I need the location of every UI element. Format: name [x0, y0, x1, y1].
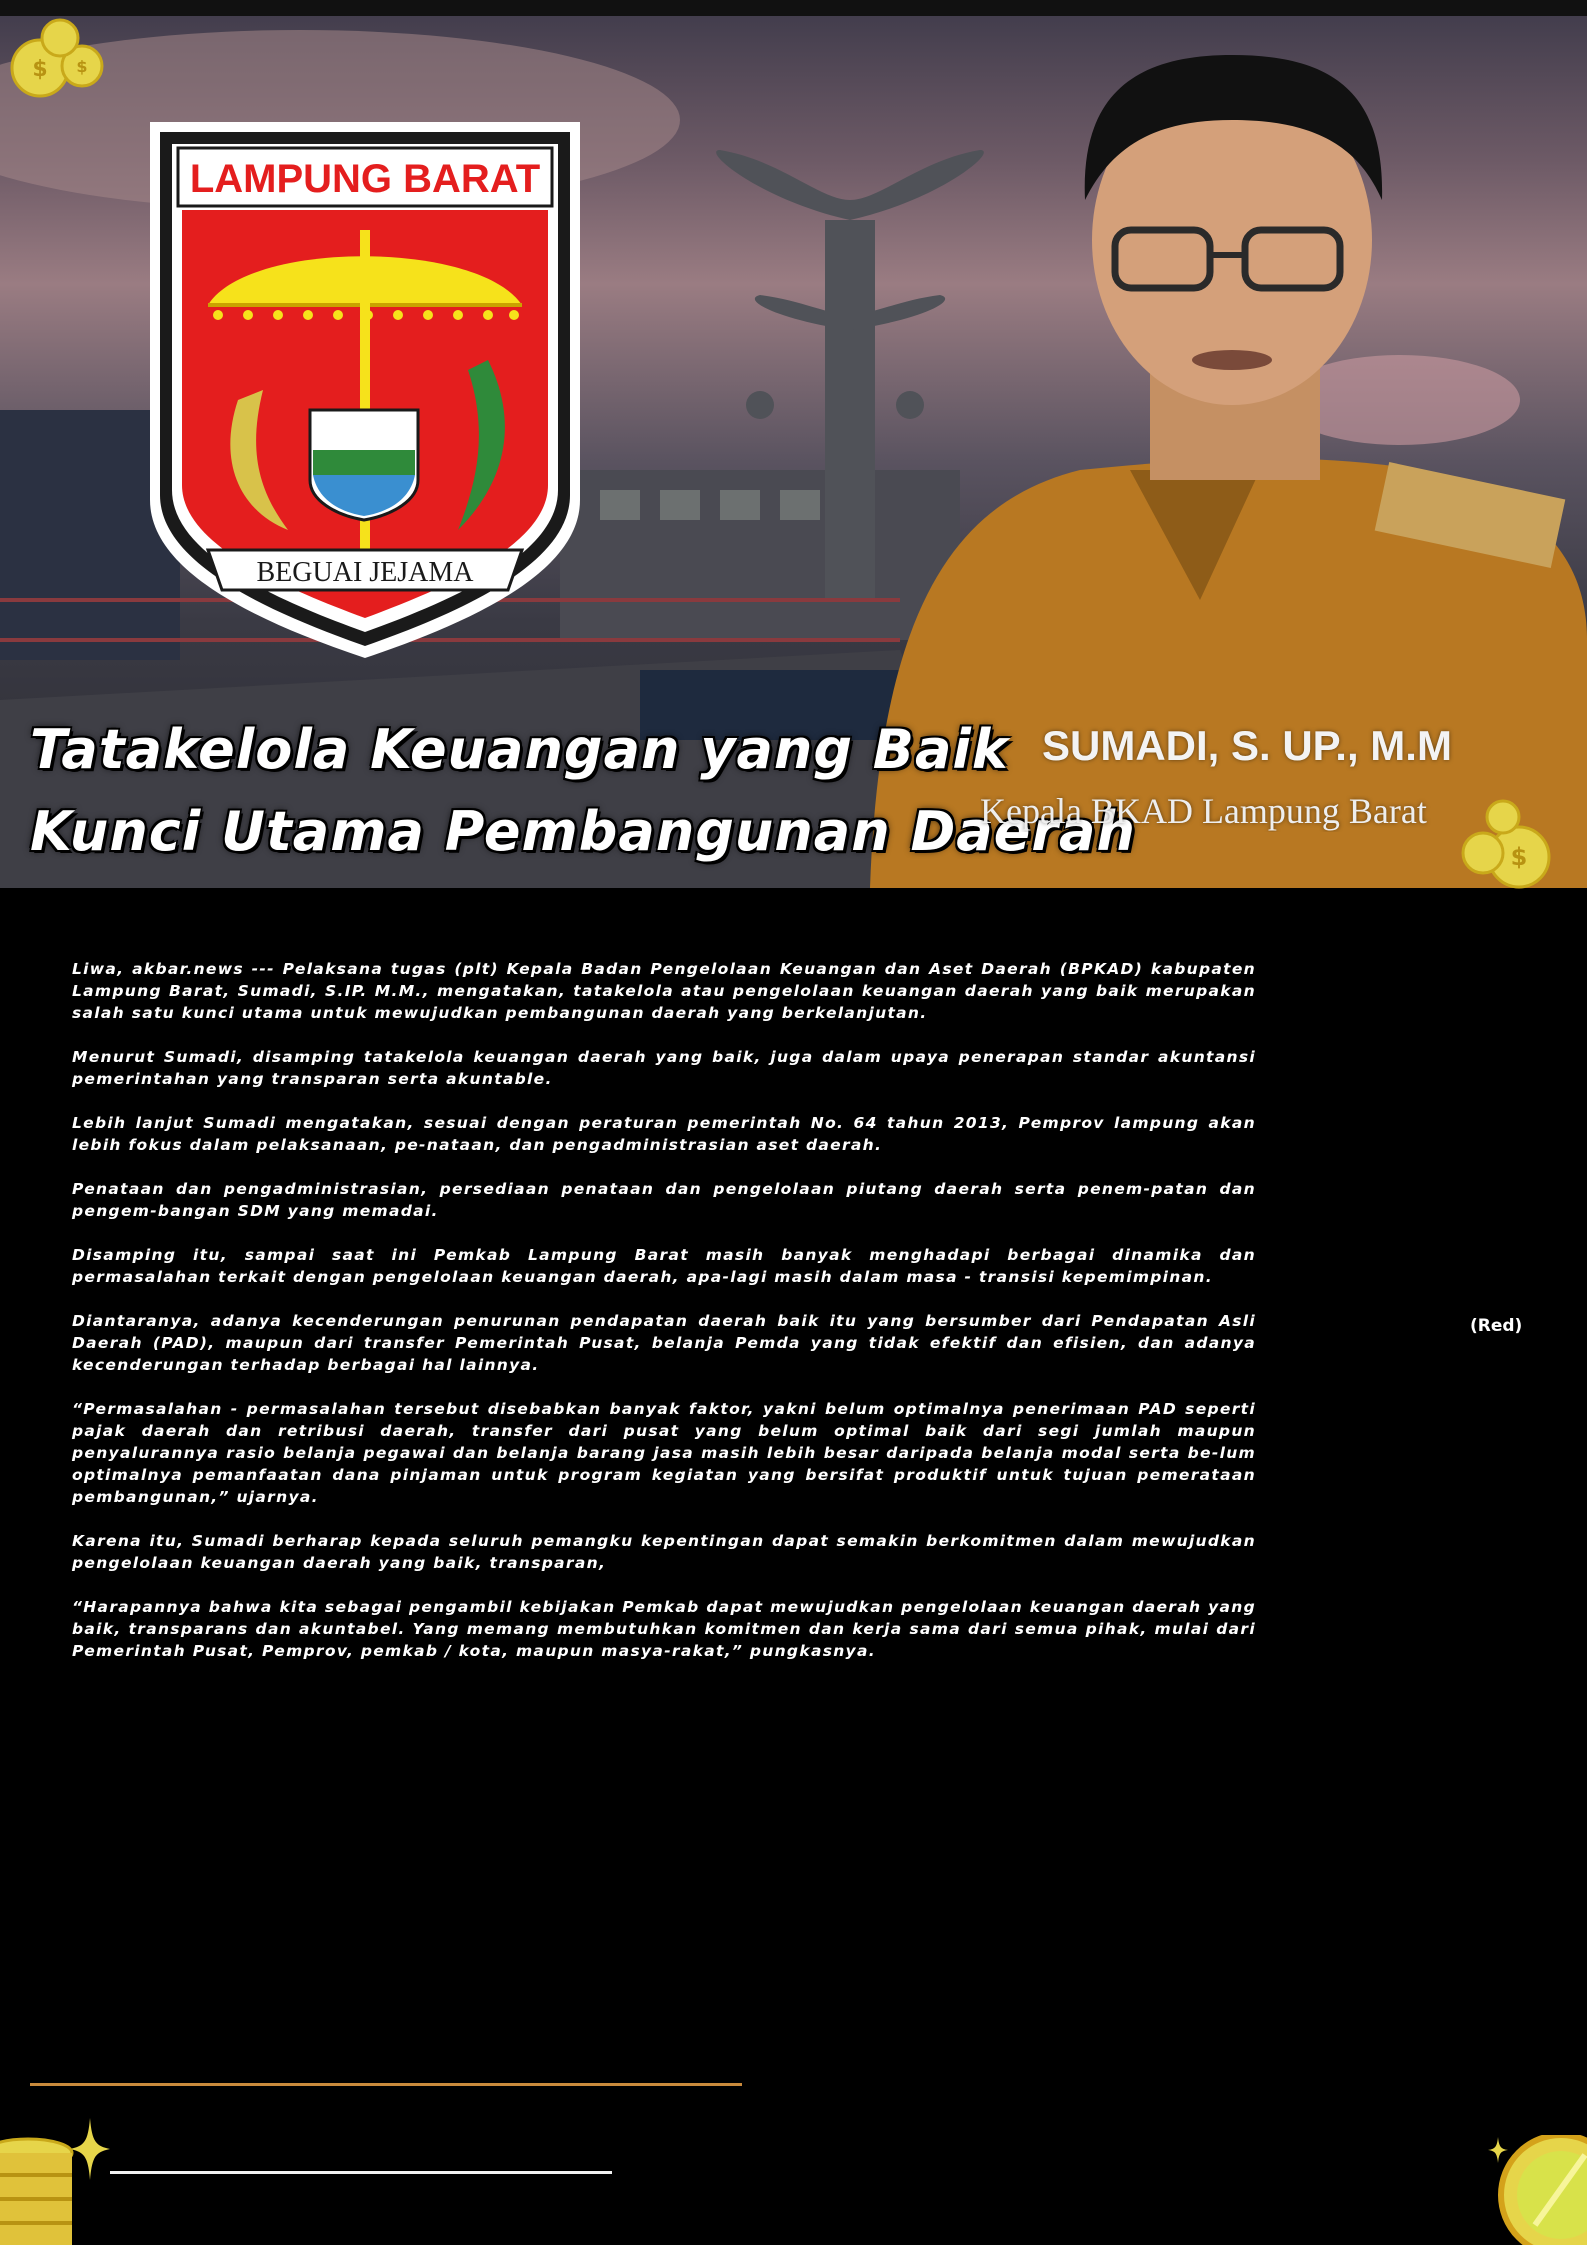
article-paragraph: Penataan dan pengadministrasian, persediaan penataan dan pengelolaan piutang daerah serta penem-patan dan pengem-bangan SDM yang memadai. — [72, 1180, 1256, 1220]
logo-motto: BEGUAI JEJAMA — [256, 557, 474, 588]
coin-stack-icon — [0, 2135, 74, 2245]
sparkle-icon — [70, 2118, 110, 2180]
svg-text:$: $ — [32, 57, 48, 82]
coin-icon — [1495, 2135, 1587, 2245]
article-paragraph: Karena itu, Sumadi berharap kepada seluruh pemangku kepentingan dapat semakin berkomitmen dalam mewujudkan pengelolaan keuangan daerah yang baik, transparan, — [72, 1532, 1256, 1572]
article-paragraph: Liwa, akbar.news --- Pelaksana tugas (plt) Kepala Badan Pengelolaan Keuangan dan Aset Daerah (BPKAD) kabupaten Lampung Barat, Sumadi, S.IP. M.M., mengatakan, tatakelola atau pengelolaan keuangan daerah yang baik merupakan salah satu kunci utama untuk mewujudkan pembangunan daerah yang berkelanjutan. — [72, 960, 1256, 1022]
article-paragraph: “Permasalahan - permasalahan tersebut disebabkan banyak faktor, yakni belum optimalnya penerimaan PAD seperti pajak daerah dan retribusi daerah, transfer dari pusat yang belum optimal baik dari segi jumlah maupun penyalurannya rasio belanja pegawai dan belanja barang jasa masih lebih besar daripada belanja modal serta be-lum optimalnya pemanfaatan dana pinjaman untuk program kegiatan yang bersifat produktif untuk tujuan pemerataan pembangunan,” ujarnya. — [72, 1400, 1256, 1506]
divider-line — [30, 2083, 742, 2086]
headline-line-2: Kunci Utama Pembangunan Daerah — [30, 800, 1136, 863]
article-paragraph: Menurut Sumadi, disamping tatakelola keuangan daerah yang baik, juga dalam upaya penerapan standar akuntansi pemerintahan yang transparan serta akuntable. — [72, 1048, 1256, 1088]
author-tag: (Red) — [1470, 1316, 1523, 1336]
article-paragraph: Disamping itu, sampai saat ini Pemkab Lampung Barat masih banyak menghadapi berbagai dinamika dan permasalahan terkait dengan pengelolaan keuangan daerah, apa-lagi masih dalam masa - transisi kepemimpinan. — [72, 1246, 1256, 1286]
svg-text:$: $ — [76, 57, 88, 76]
article-paragraph: Diantaranya, adanya kecenderungan penurunan pendapatan daerah baik itu yang bersumber dari Pendapatan Asli Daerah (PAD), maupun dari transfer Pemerintah Pusat, belanja Pemda yang tidak efektif dan efisien, dan adanya kecenderungan terhadap berbagai hal lainnya. — [72, 1312, 1256, 1374]
headline-line-1: Tatakelola Keuangan yang Baik — [30, 718, 1009, 781]
hero-banner — [0, 0, 1587, 888]
article-body — [72, 958, 1256, 1684]
lampung-barat-logo — [148, 120, 582, 660]
article-paragraph: “Harapannya bahwa kita sebagai pengambil kebijakan Pemkab dapat mewujudkan pengelolaan keuangan daerah yang baik, transparans dan akuntabel. Yang memang membutuhkan komitmen dan kerja sama dari semua pihak, mulai dari Pemerintah Pusat, Pemprov, pemkab / kota, maupun masya-rakat,” pungkasnya. — [72, 1598, 1256, 1660]
article-paragraph: Lebih lanjut Sumadi mengatakan, sesuai dengan peraturan pemerintah No. 64 tahun 2013, Pemprov lampung akan lebih fokus dalam pelaksanaan, pe-nataan, dan pengadministrasian aset daerah. — [72, 1114, 1256, 1154]
svg-text:$: $ — [1510, 843, 1528, 871]
coin-icon — [1455, 795, 1555, 895]
person-name: SUMADI, S. UP., M.M — [1042, 722, 1452, 769]
divider-line — [110, 2171, 612, 2174]
coin-icon — [8, 14, 108, 104]
person-role: Kepala BKAD Lampung Barat — [980, 791, 1427, 831]
logo-top-text: LAMPUNG BARAT — [189, 157, 541, 201]
